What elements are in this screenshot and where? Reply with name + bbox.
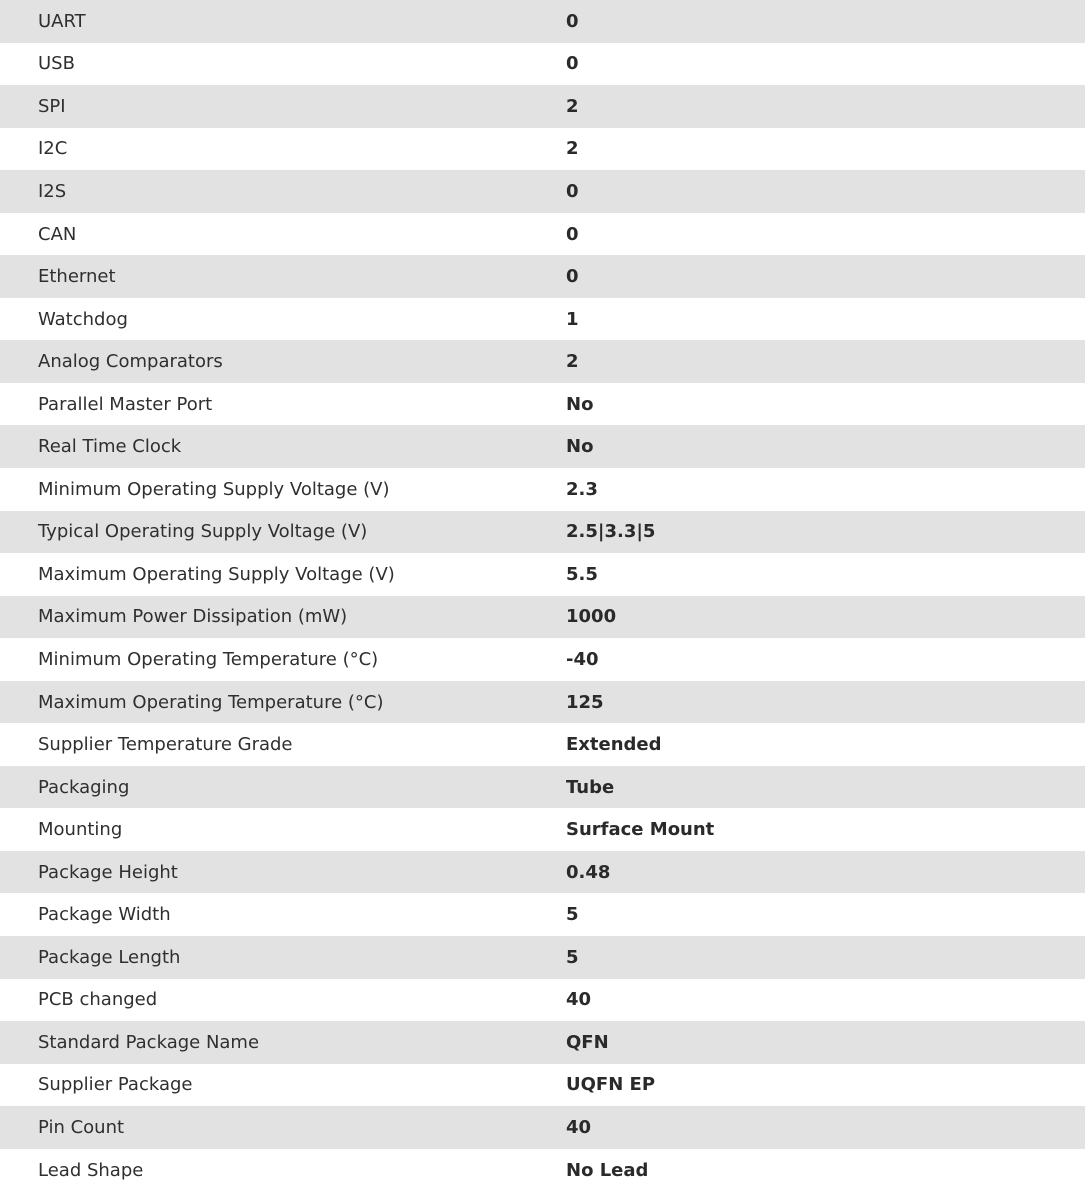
spec-row-pin-count (0, 1106, 1085, 1149)
spec-value: 40 (566, 1116, 592, 1138)
spec-row-package-height (0, 851, 1085, 894)
spec-row-min-supply-voltage (0, 468, 1085, 511)
spec-row-mounting (0, 808, 1085, 851)
spec-label: Minimum Operating Temperature (°C) (38, 648, 379, 670)
spec-label: Package Length (38, 946, 181, 968)
spec-value: 2 (566, 95, 579, 117)
spec-value: No (566, 393, 594, 415)
spec-value: 0 (566, 266, 579, 288)
spec-value: 0 (566, 53, 579, 75)
spec-row-max-supply-voltage (0, 553, 1085, 596)
spec-label: SPI (38, 95, 66, 117)
spec-row-package-width (0, 893, 1085, 936)
spec-row-supplier-package (0, 1064, 1085, 1107)
spec-row-max-temperature (0, 681, 1085, 724)
spec-row-typ-supply-voltage (0, 511, 1085, 554)
spec-value: 2 (566, 138, 579, 160)
spec-label: Pin Count (38, 1116, 125, 1138)
spec-label: I2S (38, 180, 67, 202)
spec-value: 125 (566, 691, 604, 713)
spec-value: -40 (566, 648, 599, 670)
spec-value: 1 (566, 308, 579, 330)
spec-value: 40 (566, 989, 592, 1011)
spec-row-usb (0, 43, 1085, 86)
spec-value: 0 (566, 10, 579, 32)
spec-value: QFN (566, 1031, 609, 1053)
spec-label: I2C (38, 138, 68, 160)
spec-row-spi (0, 85, 1085, 128)
spec-label: Maximum Operating Supply Voltage (V) (38, 563, 395, 585)
spec-label: Parallel Master Port (38, 393, 213, 415)
spec-label: Analog Comparators (38, 351, 223, 373)
spec-value: 5 (566, 904, 579, 926)
spec-value: 2.3 (566, 478, 598, 500)
spec-label: Lead Shape (38, 1159, 144, 1181)
spec-label: Package Width (38, 904, 171, 926)
spec-row-parallel-master-port (0, 383, 1085, 426)
spec-row-packaging (0, 766, 1085, 809)
spec-label: UART (38, 10, 86, 32)
spec-row-pcb-changed (0, 979, 1085, 1022)
spec-row-ethernet (0, 255, 1085, 298)
spec-label: Package Height (38, 861, 178, 883)
spec-value: UQFN EP (566, 1074, 656, 1096)
spec-label: Maximum Operating Temperature (°C) (38, 691, 384, 713)
spec-row-temperature-grade (0, 723, 1085, 766)
spec-row-standard-package-name (0, 1021, 1085, 1064)
spec-row-uart (0, 0, 1085, 43)
spec-value: 0 (566, 223, 579, 245)
spec-label: Typical Operating Supply Voltage (V) (38, 521, 368, 543)
spec-value: No Lead (566, 1159, 649, 1181)
spec-label: Supplier Temperature Grade (38, 734, 293, 756)
spec-value: Tube (566, 776, 615, 798)
spec-label: Watchdog (38, 308, 128, 330)
spec-row-i2c (0, 128, 1085, 171)
spec-row-min-temperature (0, 638, 1085, 681)
spec-row-real-time-clock (0, 425, 1085, 468)
spec-row-lead-shape (0, 1149, 1085, 1191)
spec-label: CAN (38, 223, 77, 245)
spec-label: Real Time Clock (38, 436, 182, 458)
spec-value: No (566, 436, 594, 458)
spec-label: Standard Package Name (38, 1031, 260, 1053)
spec-value: 5.5 (566, 563, 598, 585)
spec-label: PCB changed (38, 989, 158, 1011)
spec-row-watchdog (0, 298, 1085, 341)
spec-row-max-power-dissipation (0, 596, 1085, 639)
spec-value: 5 (566, 946, 579, 968)
spec-label: Packaging (38, 776, 130, 798)
spec-label: USB (38, 53, 75, 75)
spec-row-can (0, 213, 1085, 256)
spec-value: Surface Mount (566, 819, 715, 841)
spec-value: Extended (566, 734, 662, 756)
spec-label: Maximum Power Dissipation (mW) (38, 606, 348, 628)
spec-label: Ethernet (38, 266, 116, 288)
spec-row-analog-comparators (0, 340, 1085, 383)
spec-row-package-length (0, 936, 1085, 979)
spec-value: 0 (566, 180, 579, 202)
spec-value: 0.48 (566, 861, 611, 883)
spec-label: Mounting (38, 819, 123, 841)
spec-label: Supplier Package (38, 1074, 193, 1096)
spec-value: 2.5|3.3|5 (566, 521, 656, 543)
spec-value: 1000 (566, 606, 617, 628)
spec-value: 2 (566, 351, 579, 373)
spec-row-i2s (0, 170, 1085, 213)
spec-label: Minimum Operating Supply Voltage (V) (38, 478, 390, 500)
